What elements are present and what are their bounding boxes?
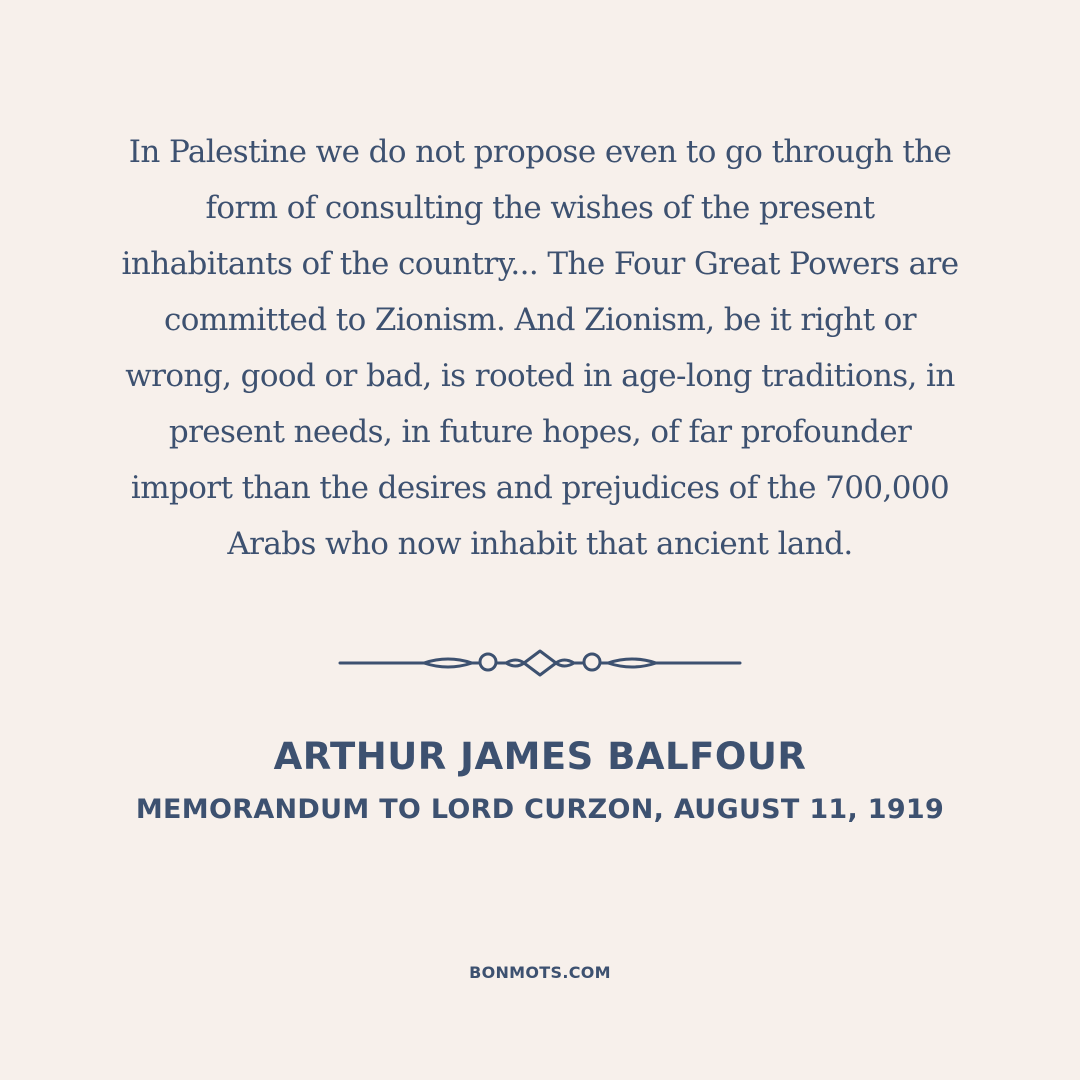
quote-line: import than the desires and prejudices of the 700,000 [130, 470, 950, 506]
ornamental-divider-icon [338, 645, 742, 681]
quote-line: present needs, in future hopes, of far profounder [168, 414, 912, 450]
quote-source: MEMORANDUM TO LORD CURZON, AUGUST 11, 1919 [135, 794, 945, 825]
quote-text [90, 124, 990, 572]
author-name: ARTHUR JAMES BALFOUR [273, 735, 807, 778]
quote-line: committed to Zionism. And Zionism, be it right or [164, 302, 916, 338]
site-credit: BONMOTS.COM [469, 963, 611, 982]
quote-line: wrong, good or bad, is rooted in age-long traditions, in [125, 358, 955, 394]
quote-line: form of consulting the wishes of the present [205, 190, 875, 226]
quote-line: Arabs who now inhabit that ancient land. [227, 526, 853, 562]
quote-line: In Palestine we do not propose even to go through the [128, 134, 952, 170]
quote-line: inhabitants of the country... The Four Great Powers are [121, 246, 959, 282]
